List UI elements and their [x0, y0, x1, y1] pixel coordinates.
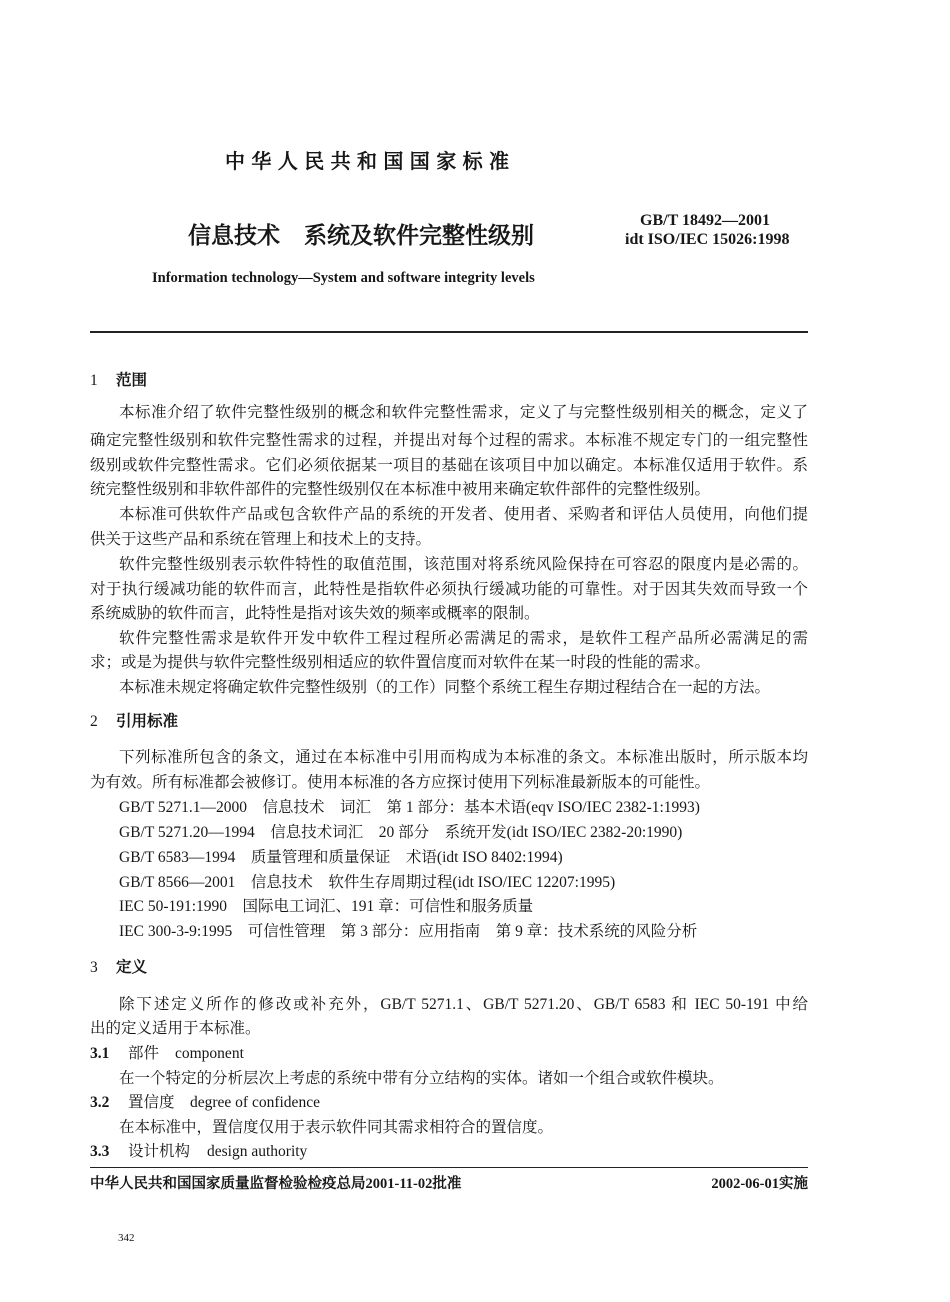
reference-item: GB/T 8566—2001 信息技术 软件生存周期过程(idt ISO/IEC 12207:1995): [119, 874, 616, 891]
reference-item: GB/T 5271.1—2000 信息技术 词汇 第 1 部分：基本术语(eqv ISO/IEC 2382-1:1993): [119, 799, 700, 816]
paragraph-line: 求；或是为提供与软件完整性级别相适应的软件置信度而对软件在某一时段的性能的需求。: [90, 654, 711, 671]
paragraph-line: 为有效。所有标准都会被修订。使用本标准的各方应探讨使用下列标准最新版本的可能性。: [90, 774, 711, 791]
term-zh: 部件: [128, 1045, 160, 1062]
paragraph-line: 供关于这些产品和系统在管理上和技术上的支持。: [90, 531, 432, 548]
term-entry: [0, 1093, 950, 1113]
term-number: 3.1: [90, 1045, 110, 1062]
section-heading: [90, 371, 808, 391]
term-en: design authority: [207, 1143, 308, 1160]
term-zh: 置信度: [128, 1094, 175, 1111]
paragraph-line: 级别或软件完整性需求。它们必须依据某一项目的基础在该项目中加以确定。本标准仅适用于软件。系: [90, 457, 808, 474]
paragraph-line: 软件完整性需求是软件开发中软件工程过程所必需满足的需求，是软件工程产品所必需满足的需: [119, 630, 808, 647]
paragraph-line: 下列标准所包含的条文，通过在本标准中引用而构成为本标准的条文。本标准出版时，所示版本均: [119, 749, 808, 766]
approval-line: 中华人民共和国国家质量监督检验检疫总局2001-11-02批准: [90, 1176, 462, 1192]
term-number: 3.2: [90, 1094, 110, 1111]
reference-item: GB/T 5271.20—1994 信息技术词汇 20 部分 系统开发(idt ISO/IEC 2382-20:1990): [119, 824, 683, 841]
paragraph-line: 本标准可供软件产品或包含软件产品的系统的开发者、使用者、采购者和评估人员使用，向他们提: [119, 506, 808, 523]
title-divider: [90, 331, 808, 333]
term-definition: 在本标准中，置信度仅用于表示软件同其需求相符合的置信度。: [119, 1119, 554, 1136]
section-number: 2: [90, 713, 98, 730]
paragraph-line: 系统威胁的软件而言，此特性是指对该失效的频率或概率的限制。: [90, 605, 540, 622]
reference-item: IEC 50-191:1990 国际电工词汇、191 章：可信性和服务质量: [119, 898, 534, 915]
paragraph-line: 出的定义适用于本标准。: [90, 1020, 261, 1037]
term-en: degree of confidence: [190, 1094, 320, 1111]
paragraph-line: 确定完整性级别和软件完整性需求的过程，并提出对每个过程的需求。本标准不规定专门的一组完整性: [90, 432, 808, 449]
term-entry: [0, 1142, 950, 1162]
term-definition: 在一个特定的分析层次上考虑的系统中带有分立结构的实体。诸如一个组合或软件模块。: [119, 1070, 724, 1087]
page-number: 342: [118, 1232, 135, 1244]
term-en: component: [175, 1045, 244, 1062]
term-number: 3.3: [90, 1143, 110, 1160]
paragraph-line: 本标准介绍了软件完整性级别的概念和软件完整性需求，定义了与完整性级别相关的概念，定义了: [119, 404, 808, 421]
paragraph-line: 软件完整性级别表示软件特性的取值范围，该范围对将系统风险保持在可容忍的限度内是必需的。: [119, 556, 808, 573]
reference-item: IEC 300-3-9:1995 可信性管理 第 3 部分：应用指南 第 9 章：技术系统的风险分析: [119, 923, 698, 940]
section-title: 范围: [116, 372, 148, 389]
section-number: 1: [90, 372, 98, 389]
effective-date: 2002-06-01实施: [711, 1176, 808, 1192]
paragraph-line: 本标准未规定将确定软件完整性级别（的工作）同整个系统工程生存期过程结合在一起的方法。: [119, 679, 771, 696]
section-heading: [90, 958, 808, 978]
footer-divider: [90, 1167, 808, 1168]
section-title: 定义: [116, 959, 148, 976]
paragraph-line: 对于执行缓减功能的软件而言，此特性是指软件必须执行缓减功能的可靠性。对于因其失效而导致一个: [90, 581, 808, 598]
section-heading: [90, 712, 808, 732]
standard-type-header: 中华人民共和国国家标准: [225, 151, 516, 173]
title-zh-part-1: 信息技术: [188, 223, 280, 248]
standard-code: GB/T 18492—2001: [640, 212, 770, 229]
paragraph-line: 除下述定义所作的修改或补充外，GB/T 5271.1、GB/T 5271.20、GB/T 6583 和 IEC 50-191 中给: [119, 996, 808, 1013]
section-title: 引用标准: [116, 713, 179, 730]
section-number: 3: [90, 959, 98, 976]
term-entry: [0, 1044, 950, 1064]
paragraph-line: 统完整性级别和非软件部件的完整性级别仅在本标准中被用来确定软件部件的完整性级别。: [90, 481, 711, 498]
reference-item: GB/T 6583—1994 质量管理和质量保证 术语(idt ISO 8402:1994): [119, 849, 563, 866]
identical-standard: idt ISO/IEC 15026:1998: [625, 231, 790, 248]
document-title-zh: [188, 222, 534, 250]
term-zh: 设计机构: [128, 1143, 191, 1160]
title-zh-part-2: 系统及软件完整性级别: [304, 223, 534, 248]
document-title-en: Information technology—System and software integrity levels: [152, 270, 535, 286]
